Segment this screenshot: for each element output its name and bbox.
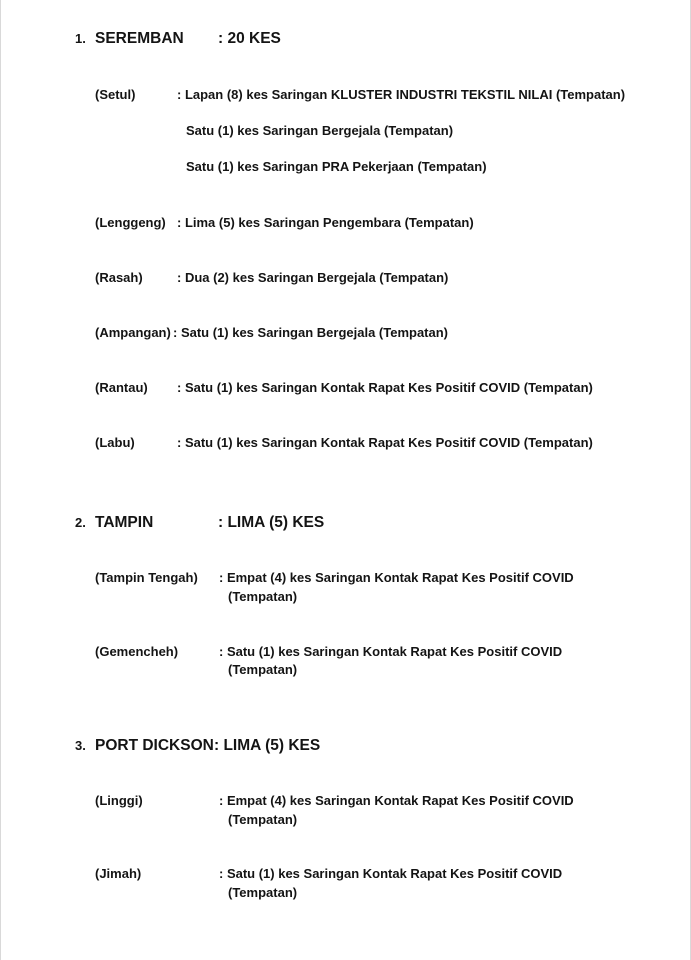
- district-name: TAMPIN: [95, 514, 154, 531]
- district-name: PORT DICKSON: [95, 737, 214, 754]
- case-line: : Satu (1) kes Saringan Kontak Rapat Kes Positif COVID: [219, 866, 563, 881]
- district-total: : 20 KES: [218, 30, 281, 47]
- case-line: : Dua (2) kes Saringan Bergejala (Tempatan): [177, 270, 449, 285]
- case-line: : Lima (5) kes Saringan Pengembara (Tempatan): [177, 215, 474, 230]
- case-line: (Tempatan): [228, 812, 298, 827]
- area-name: (Tampin Tengah): [95, 570, 198, 585]
- case-line: (Tempatan): [228, 662, 298, 677]
- page-border-left: [0, 0, 1, 960]
- case-line: : Satu (1) kes Saringan Kontak Rapat Kes Positif COVID: [219, 644, 563, 659]
- case-line: Satu (1) kes Saringan Bergejala (Tempatan): [186, 123, 454, 138]
- section-number: 2.: [75, 515, 86, 530]
- area-name: (Rasah): [95, 270, 143, 285]
- case-line: : Empat (4) kes Saringan Kontak Rapat Kes Positif COVID: [219, 793, 574, 808]
- area-name: (Ampangan): [95, 325, 171, 340]
- area-name: (Labu): [95, 435, 135, 450]
- case-line: : Satu (1) kes Saringan Kontak Rapat Kes Positif COVID (Tempatan): [177, 435, 593, 450]
- area-name: (Lenggeng): [95, 215, 166, 230]
- case-line: Satu (1) kes Saringan PRA Pekerjaan (Tempatan): [186, 159, 487, 174]
- area-name: (Gemencheh): [95, 644, 179, 659]
- case-line: : Satu (1) kes Saringan Kontak Rapat Kes Positif COVID (Tempatan): [177, 380, 593, 395]
- section-number: 3.: [75, 738, 86, 753]
- case-line: (Tempatan): [228, 589, 298, 604]
- case-line: : Empat (4) kes Saringan Kontak Rapat Kes Positif COVID: [219, 570, 574, 585]
- section-number: 1.: [75, 31, 86, 46]
- area-name: (Setul): [95, 87, 136, 102]
- district-name: SEREMBAN: [95, 30, 184, 47]
- case-line: : Satu (1) kes Saringan Bergejala (Tempatan): [173, 325, 448, 340]
- district-total: : LIMA (5) KES: [218, 514, 325, 531]
- district-total: : LIMA (5) KES: [214, 737, 321, 754]
- case-line: : Lapan (8) kes Saringan KLUSTER INDUSTRI TEKSTIL NILAI (Tempatan): [177, 87, 626, 102]
- area-name: (Linggi): [95, 793, 143, 808]
- area-name: (Rantau): [95, 380, 148, 395]
- area-name: (Jimah): [95, 866, 142, 881]
- case-line: (Tempatan): [228, 885, 298, 900]
